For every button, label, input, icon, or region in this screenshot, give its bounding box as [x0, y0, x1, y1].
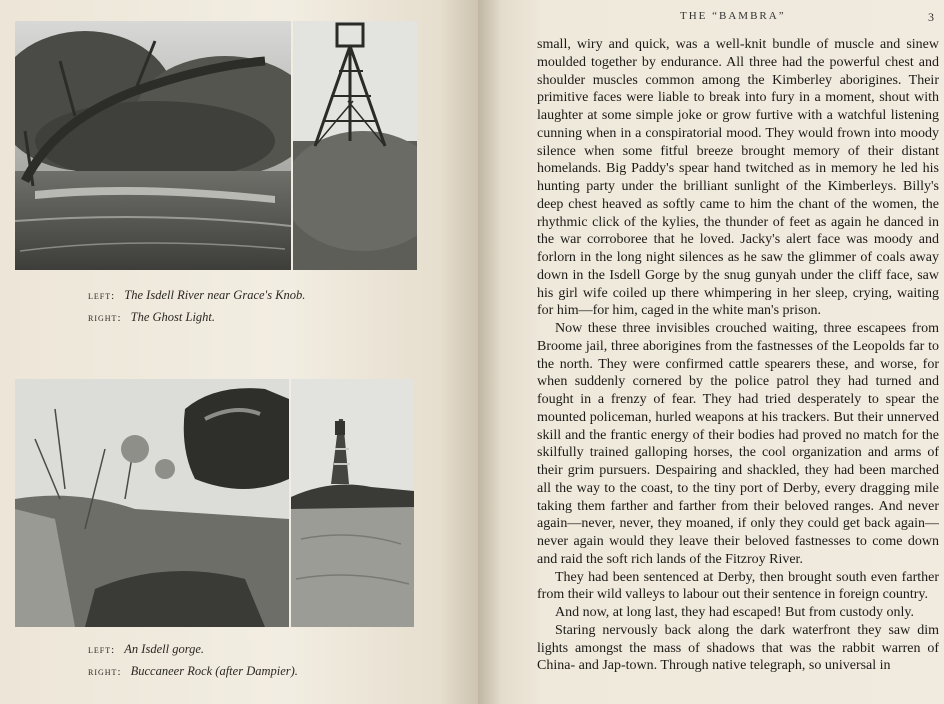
caption-row [88, 307, 305, 329]
caption-tag: left: [88, 644, 116, 656]
paragraph: And now, at long last, they had escaped! But from custody only. [555, 605, 915, 620]
ghost-light-illustration [293, 21, 417, 270]
photo-isdell-river [15, 21, 291, 270]
caption-top [88, 285, 305, 329]
caption-row [88, 285, 305, 307]
caption-row [88, 639, 298, 661]
caption-tag: right: [88, 312, 122, 324]
running-head [478, 10, 944, 30]
caption-text: The Ghost Light. [130, 310, 216, 324]
caption-text: Buccaneer Rock (after Dampier). [130, 664, 298, 678]
paragraph: small, wiry and quick, was a well-knit bundle of muscle and sinew moulded together by endurance. All three had the powerful chest and shoulder muscles common among the Kimberley aborigines. Their primitive faces were liable to break into fury in a moment, shout with laughter at some simple joke or grow furtive with a watchful listening cunning when in a conspiratorial mood. They would frown into moody silence when some fitful breeze brought memory of their distant homelands. Big Paddy's spear hand twitched as in memory he led his hunting party under the brilliant sunlight of the Kimberleys. Billy's deep chest heaved as softly came to him the chant of the women, the rhythmic click of the kylies, the thunder of feet as again he danced in the war corroboree that he loved. Jacky's alert face was moody and forlorn in the long night silences as he saw the glimmer of coals away down in the Isdell Gorge by the snug gunyah under the cliff face, saw his girl wife coiled up there whimpering in her sleep, crying, waiting for him—for him, caged in the white man's prison. [537, 37, 939, 319]
photo-buccaneer-rock [291, 379, 414, 627]
caption-tag: right: [88, 666, 122, 678]
buccaneer-rock-illustration [291, 379, 414, 627]
running-head-title: THE “BAMBRA” [680, 10, 786, 22]
paragraph: Now these three invisibles crouched waiting, three escapees from Broome jail, three aborigines from the fastnesses of the Leopolds far to the north. They were confirmed cattle spearers these, and worse, for when suddenly cornered by the police patrol they had turned and fought in a frenzy of fear. They had tried desperately to spear the mounted policeman, hurled weapons at his trackers. But their unnerved skill and the frantic energy of their bodies had proved no match for the skilfully trained galloping horses, the cool organization and arms of their grim pursuers. Despairing and shackled, they had been marched all the way to the coast, to the tiny port of Derby, every dragging mile taking them farther and farther from their beloved ranges. And never again—never, never, they moaned, if only they could get back again—never again would they leave their beloved fastnesses to come down and raid the soft rich lands of the Fitzroy River. [537, 321, 939, 567]
caption-row [88, 661, 298, 683]
river-illustration [15, 21, 291, 270]
caption-tag: left: [88, 290, 116, 302]
gorge-illustration [15, 379, 289, 627]
caption-text: An Isdell gorge. [124, 642, 205, 656]
photo-ghost-light [293, 21, 417, 270]
body-text [537, 36, 939, 704]
photo-isdell-gorge [15, 379, 289, 627]
right-page [478, 0, 944, 704]
paragraph: Staring nervously back along the dark waterfront they saw dim lights amongst the mass of shadows that was the rabbit warren of China- and Jap-town. Through native telegraph, so universal in [537, 622, 939, 674]
caption-bottom [88, 639, 298, 683]
caption-text: The Isdell River near Grace's Knob. [124, 288, 306, 302]
page-number: 3 [928, 10, 934, 24]
paragraph: They had been sentenced at Derby, then brought south even farther from their wild valleys to labour out their sentence in foreign country. [537, 569, 939, 603]
